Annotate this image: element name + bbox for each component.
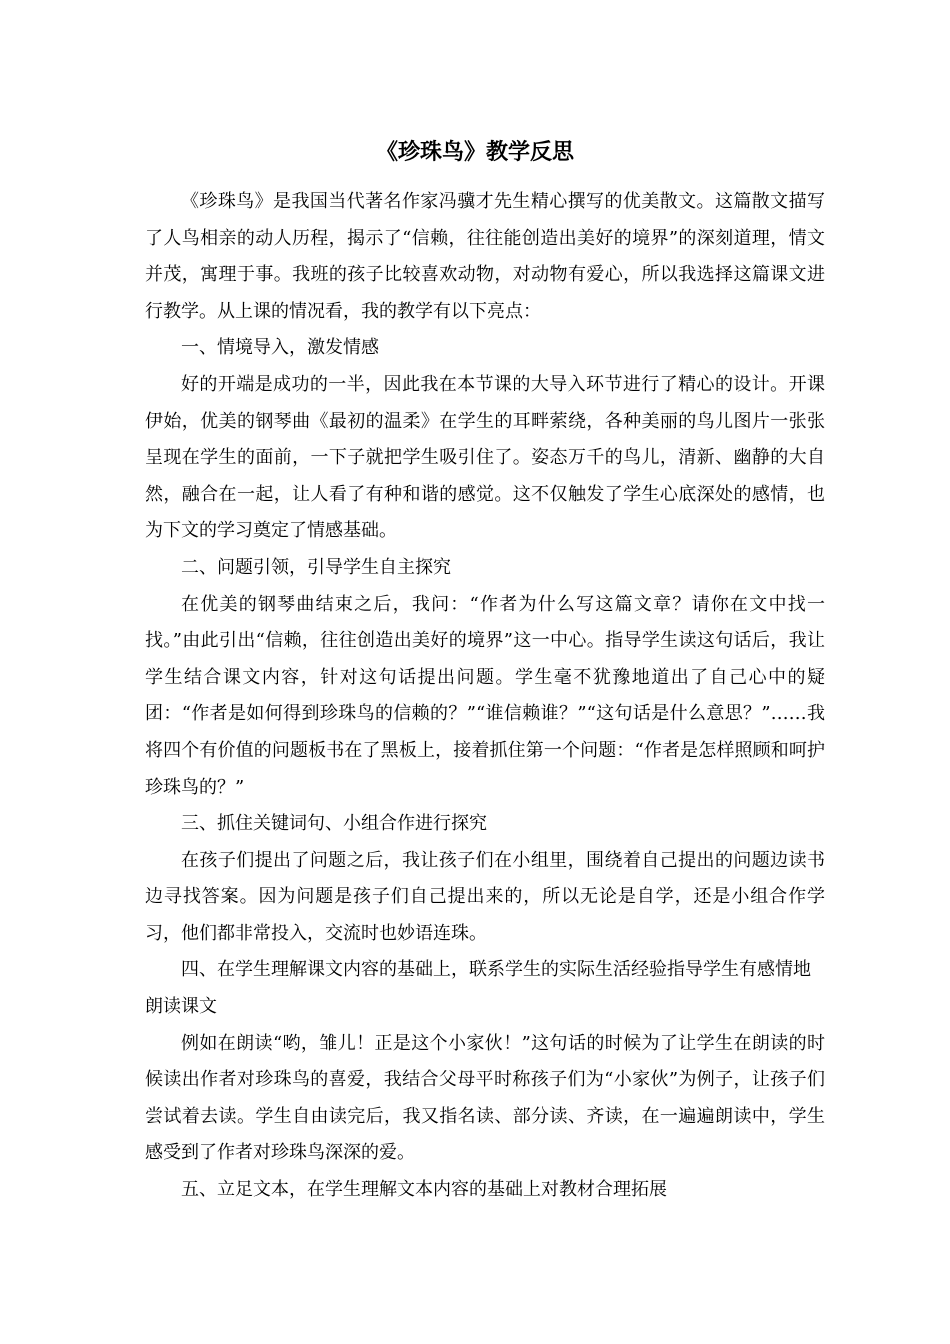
section-3-paragraph: 在孩子们提出了问题之后，我让孩子们在小组里，围绕着自己提出的问题边读书边寻找答案。因为问题是孩子们自己提出来的，所以无论是自学，还是小组合作学习，他们都非常投入，交流时也妙语连珠。 <box>145 849 825 944</box>
section-heading-5: 五、立足文本，在学生理解文本内容的基础上对教材合理拓展 <box>181 1179 667 1201</box>
intro-paragraph: 《珍珠鸟》是我国当代著名作家冯骥才先生精心撰写的优美散文。这篇散文描写了人鸟相亲的动人历程，揭示了“信赖，往往能创造出美好的境界”的深刻道理，情文并茂，寓理于事。我班的孩子比较喜欢动物，对动物有爱心，所以我选择这篇课文进行教学。从上课的情况看，我的教学有以下亮点： <box>145 191 825 322</box>
section-2-paragraph: 在优美的钢琴曲结束之后，我问：“作者为什么写这篇文章？请你在文中找一找。”由此引出“信赖，往往创造出美好的境界”这一中心。指导学生读这句话后，我让学生结合课文内容，针对这句话提出问题。学生毫不犹豫地道出了自己心中的疑团：“作者是如何得到珍珠鸟的信赖的？”“谁信赖谁？”“这句话是什么意思？”……我将四个有价值的问题板书在了黑板上，接着抓住第一个问题：“作者是怎样照顾和呵护珍珠鸟的？” <box>145 593 825 798</box>
section-4-paragraph: 例如在朗读“哟，雏儿！正是这个小家伙！”这句话的时候为了让学生在朗读的时候读出作者对珍珠鸟的喜爱，我结合父母平时称孩子们为“小家伙”为例子，让孩子们尝试着去读。学生自由读完后，我又指名读、部分读、齐读，在一遍遍朗读中，学生感受到了作者对珍珠鸟深深的爱。 <box>145 1032 825 1164</box>
document-body <box>145 184 825 1209</box>
section-heading-4: 四、在学生理解课文内容的基础上，联系学生的实际生活经验指导学生有感情地朗读课文 <box>145 959 811 1018</box>
section-heading-2: 二、问题引领，引导学生自主探究 <box>181 556 451 578</box>
section-heading-1: 一、情境导入，激发情感 <box>181 337 379 359</box>
document-title: 《珍珠鸟》教学反思 <box>375 139 574 165</box>
section-1-paragraph: 好的开端是成功的一半，因此我在本节课的大导入环节进行了精心的设计。开课伊始，优美的钢琴曲《最初的温柔》在学生的耳畔萦绕，各种美丽的鸟儿图片一张张呈现在学生的面前，一下子就把学生吸引住了。姿态万千的鸟儿，清新、幽静的大自然，融合在一起，让人看了有种和谐的感觉。这不仅触发了学生心底深处的感情，也为下文的学习奠定了情感基础。 <box>145 373 825 542</box>
section-heading-3: 三、抓住关键词句、小组合作进行探究 <box>181 813 487 835</box>
